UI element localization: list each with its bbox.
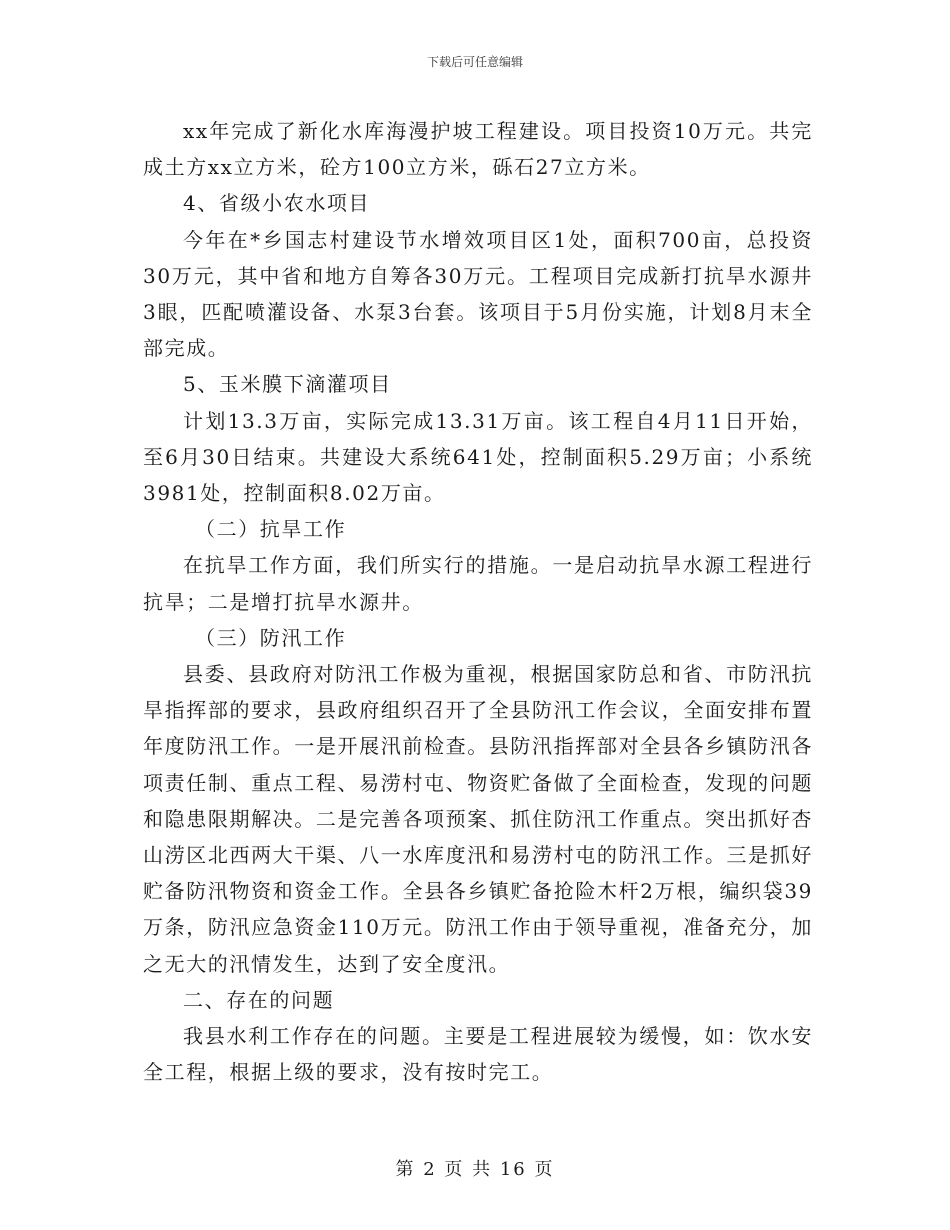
document-body <box>143 113 813 1090</box>
paragraph-flood-control: 县委、县政府对防汛工作极为重视，根据国家防总和省、市防汛抗旱指挥部的要求，县政府组织召开了全县防汛工作会议，全面安排布置年度防汛工作。一是开展汛前检查。县防汛指挥部对全县各乡镇防汛各项责任制、重点工程、易涝村屯、物资贮备做了全面检查，发现的问题和隐患限期解决。二是完善各项预案、抓住防汛工作重点。突出抓好杏山涝区北西两大干渠、八一水库度汛和易涝村屯的防汛工作。三是抓好贮备防汛物资和资金工作。全县各乡镇贮备抢险木杆2万根，编织袋39万条，防汛应急资金110万元。防汛工作由于领导重视，准备充分，加之无大的汛情发生，达到了安全度汛。 <box>143 662 813 976</box>
paragraph-drip-irrigation: 计划13.3万亩，实际完成13.31万亩。该工程自4月11日开始，至6月30日结束。共建设大系统641处，控制面积5.29万亩；小系统3981处，控制面积8.02万亩。 <box>143 408 813 506</box>
paragraph-water-saving-project: 今年在*乡国志村建设节水增效项目区1处，面积700亩，总投资30万元，其中省和地方自筹各30万元。工程项目完成新打抗旱水源井3眼，匹配喷灌设备、水泵3台套。该项目于5月份实施，计划8月末全部完成。 <box>143 227 813 361</box>
paragraph-drought-relief: 在抗旱工作方面，我们所实行的措施。一是启动抗旱水源工程进行抗旱；二是增打抗旱水源井。 <box>143 553 813 614</box>
heading-existing-problems: 二、存在的问题 <box>183 987 335 1012</box>
page-header-note: 下载后可任意编辑 <box>426 55 523 69</box>
heading-flood-control: （三）防汛工作 <box>195 625 347 650</box>
heading-drought-relief: （二）抗旱工作 <box>195 517 347 542</box>
heading-corn-drip-irrigation: 5、玉米膜下滴灌项目 <box>183 372 392 397</box>
paragraph-xinhua-reservoir: xx年完成了新化水库海漫护坡工程建设。项目投资10万元。共完成土方xx立方米，砼方100立方米，砾石27立方米。 <box>143 119 813 180</box>
heading-provincial-irrigation: 4、省级小农水项目 <box>183 191 371 216</box>
page-number-footer: 第 2 页 共 16 页 <box>395 1159 555 1180</box>
paragraph-existing-problems: 我县水利工作存在的问题。主要是工程进展较为缓慢，如：饮水安全工程，根据上级的要求，没有按时完工。 <box>143 1024 813 1085</box>
